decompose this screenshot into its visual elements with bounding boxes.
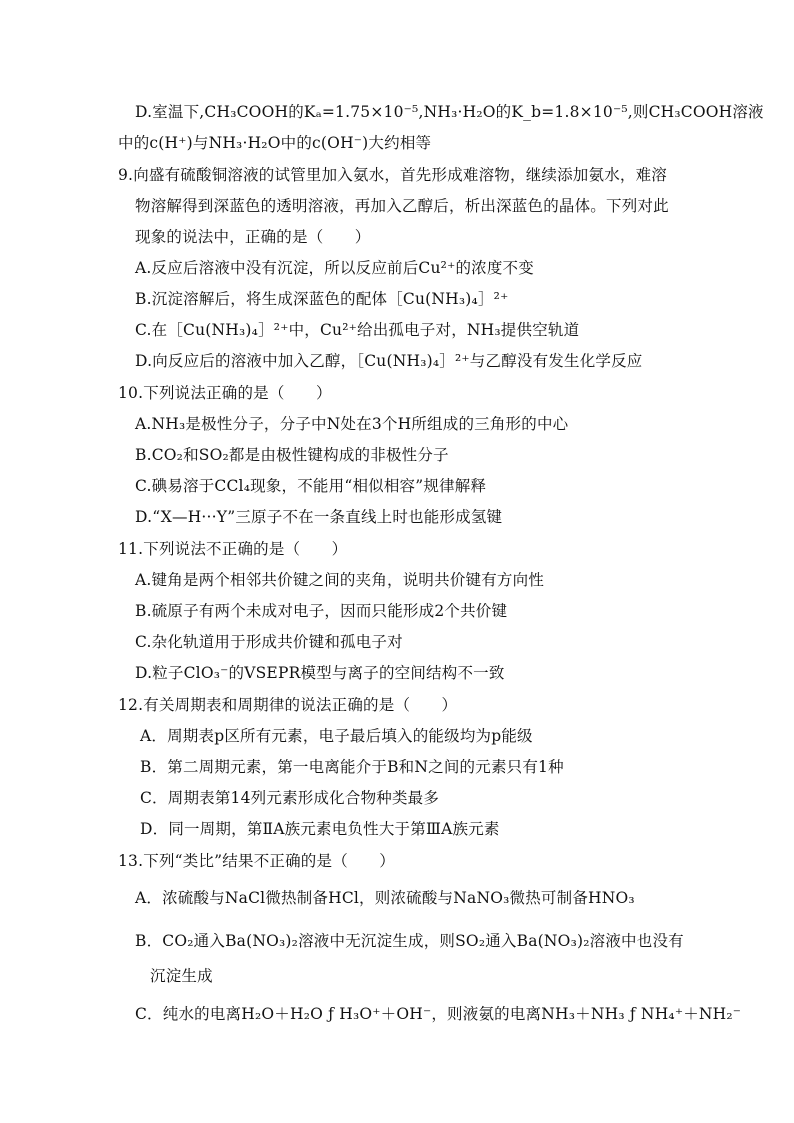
- question-9-option-c: C.在［Cu(NH₃)₄］²⁺中，Cu²⁺给出孤电子对，NH₃提供空轨道: [135, 321, 580, 339]
- question-12-stem: 12.有关周期表和周期律的说法正确的是（ ）: [118, 696, 458, 714]
- question-13-option-b-line-1: B．CO₂通入Ba(NO₃)₂溶液中无沉淀生成，则SO₂通入Ba(NO₃)₂溶液中也没有: [135, 932, 684, 950]
- question-9-stem-line-3: 现象的说法中，正确的是（ ）: [135, 228, 371, 246]
- question-11-stem: 11.下列说法不正确的是（ ）: [118, 540, 348, 558]
- question-13-option-a: A．浓硫酸与NaCl微热制备HCl，则浓硫酸与NaNO₃微热可制备HNO₃: [135, 889, 635, 907]
- question-11-option-d: D.粒子ClO₃⁻的VSEPR模型与离子的空间结构不一致: [135, 664, 505, 682]
- question-9-option-a: A.反应后溶液中没有沉淀，所以反应前后Cu²⁺的浓度不变: [135, 259, 534, 277]
- question-12-option-b: B．第二周期元素，第一电离能介于B和N之间的元素只有1种: [140, 758, 564, 776]
- question-11-option-b: B.硫原子有两个未成对电子，因而只能形成2个共价键: [135, 602, 508, 620]
- question-11-option-a: A.键角是两个相邻共价键之间的夹角，说明共价键有方向性: [135, 571, 545, 589]
- option-8d-line-1: D.室温下,CH₃COOH的Kₐ=1.75×10⁻⁵,NH₃·H₂O的K_b=1.8×10⁻⁵,则CH₃COOH溶液: [135, 103, 764, 121]
- question-12-option-d: D．同一周期，第ⅡA族元素电负性大于第ⅢA族元素: [140, 820, 500, 838]
- question-12-option-c: C．周期表第14列元素形成化合物种类最多: [140, 789, 440, 807]
- question-12-option-a: A．周期表p区所有元素，电子最后填入的能级均为p能级: [140, 727, 533, 745]
- question-9-option-d: D.向反应后的溶液中加入乙醇，［Cu(NH₃)₄］²⁺与乙醇没有发生化学反应: [135, 352, 643, 370]
- option-8d-line-2: 中的c(H⁺)与NH₃·H₂O中的c(OH⁻)大约相等: [118, 134, 432, 152]
- question-10-stem: 10.下列说法正确的是（ ）: [118, 384, 332, 402]
- question-13-option-c: C．纯水的电离H₂O＋H₂O ƒ H₃O⁺＋OH⁻，则液氨的电离NH₃＋NH₃ ƒ NH₄⁺＋NH₂⁻: [135, 1005, 742, 1023]
- question-9-stem-line-2: 物溶解得到深蓝色的透明溶液，再加入乙醇后，析出深蓝色的晶体。下列对此: [135, 197, 669, 215]
- question-10-option-d: D.“X—H···Y”三原子不在一条直线上时也能形成氢键: [135, 508, 503, 526]
- question-10-option-a: A.NH₃是极性分子，分子中N处在3个H所组成的三角形的中心: [135, 415, 569, 433]
- question-9-stem-line-1: 9.向盛有硫酸铜溶液的试管里加入氨水，首先形成难溶物，继续添加氨水，难溶: [118, 166, 667, 184]
- question-10-option-c: C.碘易溶于CCl₄现象，不能用“相似相容”规律解释: [135, 477, 487, 495]
- question-13-stem: 13.下列“类比”结果不正确的是（ ）: [118, 852, 395, 870]
- question-10-option-b: B.CO₂和SO₂都是由极性键构成的非极性分子: [135, 446, 449, 464]
- question-9-option-b: B.沉淀溶解后，将生成深蓝色的配体［Cu(NH₃)₄］²⁺: [135, 290, 509, 308]
- question-11-option-c: C.杂化轨道用于形成共价键和孤电子对: [135, 633, 403, 651]
- question-13-option-b-line-2: 沉淀生成: [150, 967, 213, 985]
